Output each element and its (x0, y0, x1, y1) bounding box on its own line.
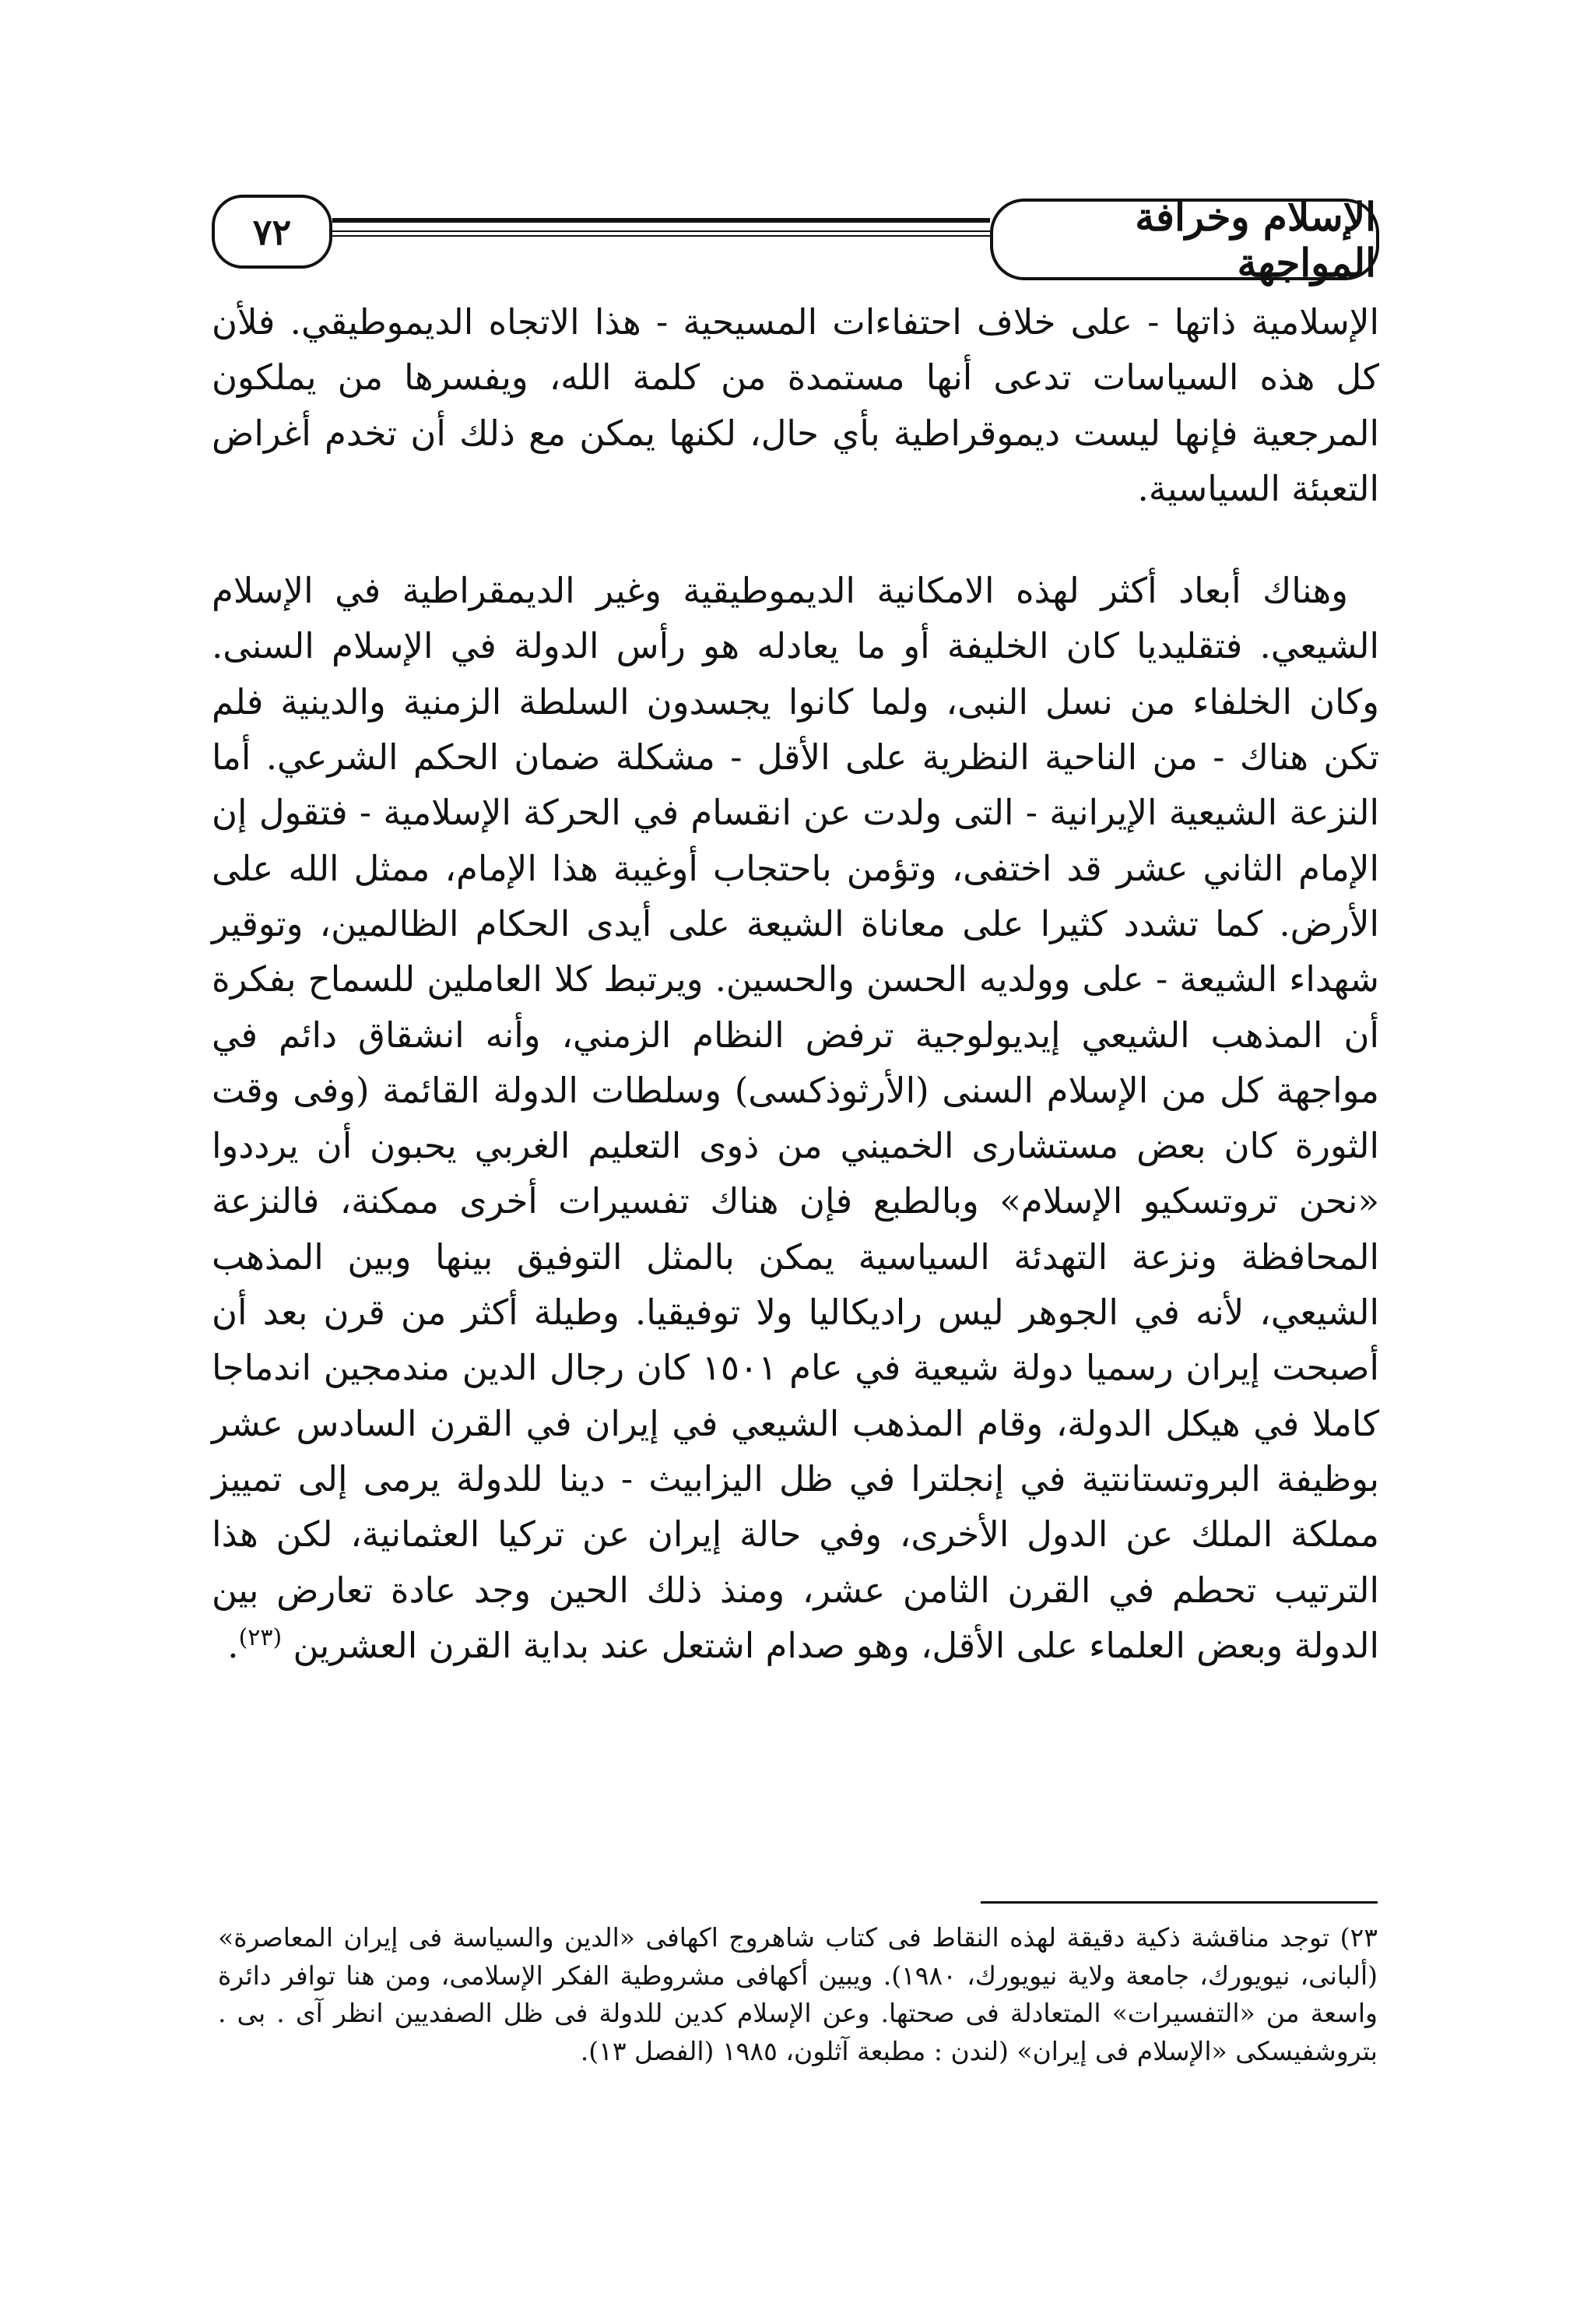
header-rule (332, 218, 990, 232)
footnote-reference: (٢٣) (238, 1623, 283, 1651)
paragraph-gap (212, 516, 1379, 563)
main-text (212, 294, 1379, 1673)
footnote (218, 1919, 1378, 2070)
page-header (212, 195, 1379, 284)
footnote-separator (981, 1901, 1378, 1904)
header-rule-thin (332, 235, 990, 237)
page-number: ٧٢ (212, 195, 332, 269)
footnote-text: ٢٣) توجد مناقشة ذكية دقيقة لهذه النقاط فى كتاب شاهروج اكهافى «الدين والسياسة فى إيران المعاصرة» (ألبانى، نيويورك، جامعة ولاية نيويورك، ١٩٨٠). ويبين أكهافى مشروطية الفكر الإسلامى، ومن هنا توافر دائرة واسعة من «التفسيرات» المتعادلة فى صحتها. وعن الإسلام كدين للدولة فى ظل الصفديين انظر آى . بى . بتروشفيسكى «الإسلام فى إيران» (لندن : مطبعة آثلون، ١٩٨٥ (الفصل ١٣). (218, 1922, 1378, 2066)
paragraph-2-text: وهناك أبعاد أكثر لهذه الامكانية الديموطيقية وغير الديمقراطية في الإسلام الشيعي. فتقليديا كان الخليفة أو ما يعادله هو رأس الدولة في الإسلام السنى. وكان الخلفاء من نسل النبى، ولما كانوا يجسدون السلطة الزمنية والدينية فلم تكن هناك - من الناحية النظرية على الأقل - مشكلة ضمان الحكم الشرعي. أما النزعة الشيعية الإيرانية - التى ولدت عن انقسام في الحركة الإسلامية - فتقول إن الإمام الثاني عشر قد اختفى، وتؤمن باحتجاب أوغيبة هذا الإمام، ممثل الله على الأرض. كما تشدد كثيرا على معاناة الشيعة على أيدى الحكام الظالمين، وتوقير شهداء الشيعة - على وولديه الحسن والحسين. ويرتبط كلا العاملين للسماح بفكرة أن المذهب الشيعي إيديولوجية ترفض النظام الزمني، وأنه انشقاق دائم في مواجهة كل من الإسلام السنى (الأرثوذكسى) وسلطات الدولة القائمة (وفى وقت الثورة كان بعض مستشارى الخميني من ذوى التعليم الغربي يحبون أن يرددوا «نحن تروتسكيو الإسلام» وبالطبع فإن هناك تفسيرات أخرى ممكنة، فالنزعة المحافظة ونزعة التهدئة السياسية يمكن بالمثل التوفيق بينها وبين المذهب الشيعي، لأنه في الجوهر ليس راديكاليا ولا توفيقيا. وطيلة أكثر من قرن بعد أن أصبحت إيران رسميا دولة شيعية في عام ١٥٠١ كان رجال الدين مندمجين اندماجا كاملا في هيكل الدولة، وقام المذهب الشيعي في إيران في القرن السادس عشر بوظيفة البروتستانتية في إنجلترا في ظل اليزابيث - دينا للدولة يرمى إلى تمييز مملكة الملك عن الدول الأخرى، وفي حالة إيران عن تركيا العثمانية، لكن هذا الترتيب تحطم في القرن الثامن عشر، ومنذ ذلك الحين وجد عادة تعارض بين الدولة وبعض العلماء على الأقل، وهو صدام اشتعل عند بداية القرن العشرين (212, 570, 1379, 1666)
paragraph-1: الإسلامية ذاتها - على خلاف احتفاءات المسيحية - هذا الاتجاه الديموطيقي. فلأن كل هذه السياسات تدعى أنها مستمدة من كلمة الله، ويفسرها من يملكون المرجعية فإنها ليست ديموقراطية بأي حال، لكنها يمكن مع ذلك أن تخدم أغراض التعبئة السياسية. (212, 301, 1379, 509)
running-title: الإسلام وخرافة المواجهة (990, 199, 1379, 280)
paragraph-2-end: . (227, 1624, 239, 1666)
paragraph-2 (212, 563, 1379, 1673)
